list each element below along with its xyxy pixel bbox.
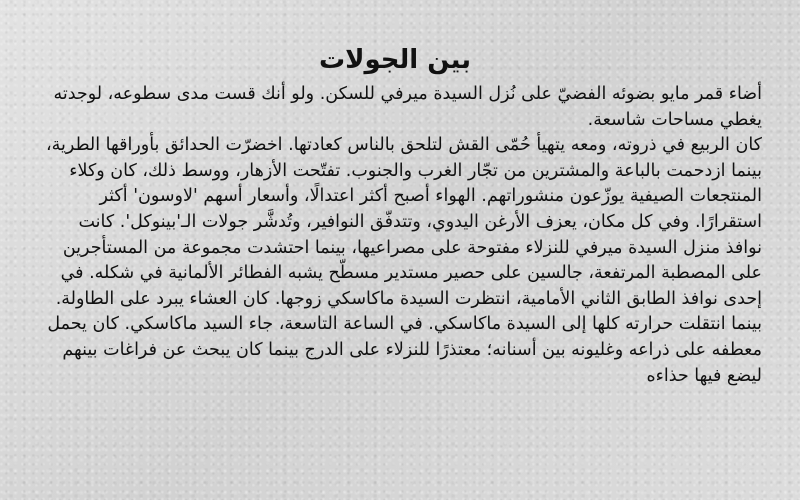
paragraph-2: كان الربيع في ذروته، ومعه يتهيأ حُمّى القش لتلحق بالناس كعادتها. اخضرّت الحدائق بأوراقها الطرية، بينما ازدحمت بالباعة والمشترين من تجّار الغرب والجنوب. تفتّحت الأزهار، ووسط ذلك، كان وكلاء المنتجعات الصيفية يوزّعون منشوراتهم. الهواء أصبح أكثر اعتدالًا، وأسعار أسهم 'لاوسون' أكثر استقرارًا. وفي كل مكان، يعزف الأرغن اليدوي، وتتدفّق النوافير، وتُدشَّر جولات الـ'بينوكل'. كانت نوافذ منزل السيدة ميرفي للنزلاء مفتوحة على مصراعيها، بينما احتشدت مجموعة من المستأجرين على المصطبة المرتفعة، جالسين على حصير مستدير مسطّح يشبه الفطائر الألمانية في شكله. في إحدى نوافذ الطابق الثاني الأمامية، انتظرت السيدة ماكاسكي زوجها. كان العشاء يبرد على الطاولة. بينما انتقلت حرارته كلها إلى السيدة ماكاسكي. في الساعة التاسعة، جاء السيد ماكاسكي. كان يحمل معطفه على ذراعه وغليونه بين أسنانه؛ معتذرًا للنزلاء على الدرج بينما كان يبحث عن فراغات بينهم ليضع فيها حذاءه [46, 135, 762, 386]
paragraph-1: أضاء قمر مايو بضوئه الفضيّ على نُزل السيدة ميرفي للسكن. ولو أنك قست مدى سطوعه، لوجدته يغطي مساحات شاسعة. [53, 84, 762, 130]
document-body [38, 82, 762, 389]
document-title: بين الجولات [318, 45, 471, 75]
